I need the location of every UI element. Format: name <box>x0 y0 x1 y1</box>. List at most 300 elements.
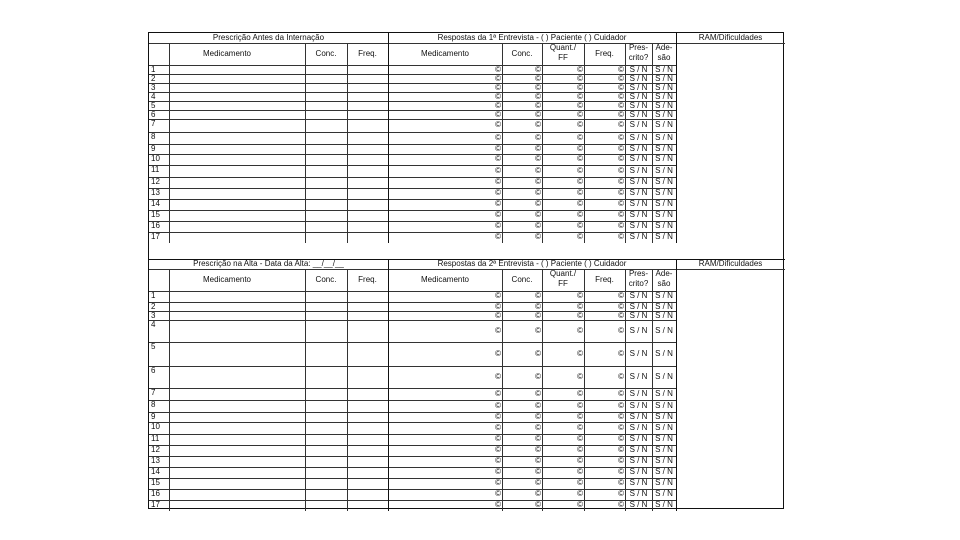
conc-interview-mark[interactable]: © <box>535 435 541 443</box>
medicamento-input[interactable] <box>169 92 305 101</box>
freq-input[interactable] <box>347 232 388 243</box>
conc-interview-mark[interactable]: © <box>535 303 541 311</box>
conc-input[interactable] <box>305 188 347 199</box>
freq-interview-mark[interactable]: © <box>618 435 624 443</box>
medicamento-input[interactable] <box>169 366 305 388</box>
prescrito-yes-no[interactable]: S / N <box>629 457 648 465</box>
adesao-yes-no[interactable]: S / N <box>655 501 673 509</box>
freq-interview-mark[interactable]: © <box>618 211 624 219</box>
conc-interview-mark[interactable]: © <box>535 145 541 153</box>
freq-interview-mark[interactable]: © <box>618 233 624 241</box>
admission-ram-notes-area[interactable] <box>676 43 785 243</box>
adesao-yes-no[interactable]: S / N <box>655 155 673 163</box>
conc-interview-mark[interactable]: © <box>535 446 541 454</box>
adesao-yes-no[interactable]: S / N <box>655 390 673 398</box>
medicamento-interview-mark[interactable]: © <box>495 102 501 110</box>
conc-interview-mark[interactable]: © <box>535 350 541 358</box>
conc-input[interactable] <box>305 232 347 243</box>
adesao-yes-no[interactable]: S / N <box>655 413 673 421</box>
quant-interview-mark[interactable]: © <box>577 200 583 208</box>
medicamento-input[interactable] <box>169 110 305 119</box>
medicamento-input[interactable] <box>169 500 305 511</box>
conc-input[interactable] <box>305 65 347 74</box>
adesao-yes-no[interactable]: S / N <box>655 145 673 153</box>
freq-input[interactable] <box>347 366 388 388</box>
conc-interview-mark[interactable]: © <box>535 390 541 398</box>
conc-interview-mark[interactable]: © <box>535 75 541 83</box>
quant-interview-mark[interactable]: © <box>577 75 583 83</box>
prescrito-yes-no[interactable]: S / N <box>629 66 648 74</box>
medicamento-interview-mark[interactable]: © <box>495 390 501 398</box>
prescrito-yes-no[interactable]: S / N <box>629 468 648 476</box>
medicamento-interview-mark[interactable]: © <box>495 200 501 208</box>
conc-input[interactable] <box>305 177 347 188</box>
freq-interview-mark[interactable]: © <box>618 111 624 119</box>
medicamento-input[interactable] <box>169 188 305 199</box>
medicamento-input[interactable] <box>169 412 305 422</box>
prescrito-yes-no[interactable]: S / N <box>629 102 648 110</box>
adesao-yes-no[interactable]: S / N <box>655 222 673 230</box>
freq-interview-mark[interactable]: © <box>618 102 624 110</box>
conc-interview-mark[interactable]: © <box>535 373 541 381</box>
prescrito-yes-no[interactable]: S / N <box>629 490 648 498</box>
conc-input[interactable] <box>305 412 347 422</box>
prescrito-yes-no[interactable]: S / N <box>629 479 648 487</box>
medicamento-interview-mark[interactable]: © <box>495 178 501 186</box>
prescrito-yes-no[interactable]: S / N <box>629 111 648 119</box>
prescrito-yes-no[interactable]: S / N <box>629 402 648 410</box>
conc-interview-mark[interactable]: © <box>535 84 541 92</box>
medicamento-interview-mark[interactable]: © <box>495 93 501 101</box>
quant-interview-mark[interactable]: © <box>577 479 583 487</box>
conc-input[interactable] <box>305 467 347 478</box>
adesao-yes-no[interactable]: S / N <box>655 211 673 219</box>
quant-interview-mark[interactable]: © <box>577 292 583 300</box>
prescrito-yes-no[interactable]: S / N <box>629 211 648 219</box>
freq-input[interactable] <box>347 110 388 119</box>
discharge-ram-notes-area[interactable] <box>676 269 785 511</box>
conc-input[interactable] <box>305 320 347 342</box>
medicamento-interview-mark[interactable]: © <box>495 373 501 381</box>
prescrito-yes-no[interactable]: S / N <box>629 424 648 432</box>
medicamento-input[interactable] <box>169 467 305 478</box>
quant-interview-mark[interactable]: © <box>577 490 583 498</box>
quant-interview-mark[interactable]: © <box>577 350 583 358</box>
freq-input[interactable] <box>347 500 388 511</box>
freq-interview-mark[interactable]: © <box>618 479 624 487</box>
prescrito-yes-no[interactable]: S / N <box>629 178 648 186</box>
medicamento-input[interactable] <box>169 154 305 165</box>
prescrito-yes-no[interactable]: S / N <box>629 501 648 509</box>
medicamento-input[interactable] <box>169 302 305 311</box>
freq-interview-mark[interactable]: © <box>618 189 624 197</box>
prescrito-yes-no[interactable]: S / N <box>629 134 648 142</box>
quant-interview-mark[interactable]: © <box>577 145 583 153</box>
freq-input[interactable] <box>347 101 388 110</box>
conc-input[interactable] <box>305 445 347 456</box>
conc-input[interactable] <box>305 489 347 500</box>
conc-interview-mark[interactable]: © <box>535 222 541 230</box>
conc-interview-mark[interactable]: © <box>535 167 541 175</box>
medicamento-interview-mark[interactable]: © <box>495 75 501 83</box>
freq-interview-mark[interactable]: © <box>618 155 624 163</box>
prescrito-yes-no[interactable]: S / N <box>629 189 648 197</box>
adesao-yes-no[interactable]: S / N <box>655 327 673 335</box>
quant-interview-mark[interactable]: © <box>577 93 583 101</box>
quant-interview-mark[interactable]: © <box>577 457 583 465</box>
freq-input[interactable] <box>347 199 388 210</box>
medicamento-input[interactable] <box>169 101 305 110</box>
freq-interview-mark[interactable]: © <box>618 222 624 230</box>
conc-input[interactable] <box>305 500 347 511</box>
prescrito-yes-no[interactable]: S / N <box>629 222 648 230</box>
freq-interview-mark[interactable]: © <box>618 468 624 476</box>
adesao-yes-no[interactable]: S / N <box>655 200 673 208</box>
conc-input[interactable] <box>305 311 347 320</box>
freq-interview-mark[interactable]: © <box>618 490 624 498</box>
freq-input[interactable] <box>347 467 388 478</box>
conc-interview-mark[interactable]: © <box>535 189 541 197</box>
quant-interview-mark[interactable]: © <box>577 167 583 175</box>
medicamento-input[interactable] <box>169 74 305 83</box>
quant-interview-mark[interactable]: © <box>577 312 583 320</box>
conc-input[interactable] <box>305 221 347 232</box>
freq-input[interactable] <box>347 132 388 144</box>
adesao-yes-no[interactable]: S / N <box>655 446 673 454</box>
freq-input[interactable] <box>347 412 388 422</box>
quant-interview-mark[interactable]: © <box>577 211 583 219</box>
freq-input[interactable] <box>347 320 388 342</box>
quant-interview-mark[interactable]: © <box>577 111 583 119</box>
quant-interview-mark[interactable]: © <box>577 373 583 381</box>
medicamento-interview-mark[interactable]: © <box>495 155 501 163</box>
conc-input[interactable] <box>305 422 347 434</box>
adesao-yes-no[interactable]: S / N <box>655 111 673 119</box>
medicamento-input[interactable] <box>169 445 305 456</box>
freq-interview-mark[interactable]: © <box>618 121 624 129</box>
medicamento-interview-mark[interactable]: © <box>495 211 501 219</box>
conc-input[interactable] <box>305 199 347 210</box>
prescrito-yes-no[interactable]: S / N <box>629 93 648 101</box>
prescrito-yes-no[interactable]: S / N <box>629 167 648 175</box>
conc-input[interactable] <box>305 388 347 400</box>
prescrito-yes-no[interactable]: S / N <box>629 121 648 129</box>
medicamento-input[interactable] <box>169 132 305 144</box>
medicamento-interview-mark[interactable]: © <box>495 121 501 129</box>
adesao-yes-no[interactable]: S / N <box>655 93 673 101</box>
quant-interview-mark[interactable]: © <box>577 446 583 454</box>
medicamento-input[interactable] <box>169 478 305 489</box>
conc-input[interactable] <box>305 342 347 366</box>
medicamento-interview-mark[interactable]: © <box>495 292 501 300</box>
adesao-yes-no[interactable]: S / N <box>655 189 673 197</box>
quant-interview-mark[interactable]: © <box>577 390 583 398</box>
freq-input[interactable] <box>347 154 388 165</box>
prescrito-yes-no[interactable]: S / N <box>629 413 648 421</box>
medicamento-input[interactable] <box>169 456 305 467</box>
quant-interview-mark[interactable]: © <box>577 121 583 129</box>
prescrito-yes-no[interactable]: S / N <box>629 145 648 153</box>
medicamento-input[interactable] <box>169 119 305 132</box>
conc-interview-mark[interactable]: © <box>535 134 541 142</box>
conc-input[interactable] <box>305 210 347 221</box>
freq-input[interactable] <box>347 83 388 92</box>
medicamento-interview-mark[interactable]: © <box>495 233 501 241</box>
freq-input[interactable] <box>347 400 388 412</box>
conc-interview-mark[interactable]: © <box>535 501 541 509</box>
conc-input[interactable] <box>305 83 347 92</box>
medicamento-interview-mark[interactable]: © <box>495 501 501 509</box>
quant-interview-mark[interactable]: © <box>577 178 583 186</box>
conc-interview-mark[interactable]: © <box>535 200 541 208</box>
medicamento-interview-mark[interactable]: © <box>495 468 501 476</box>
medicamento-interview-mark[interactable]: © <box>495 350 501 358</box>
conc-input[interactable] <box>305 92 347 101</box>
conc-interview-mark[interactable]: © <box>535 211 541 219</box>
conc-interview-mark[interactable]: © <box>535 327 541 335</box>
prescrito-yes-no[interactable]: S / N <box>629 435 648 443</box>
freq-interview-mark[interactable]: © <box>618 93 624 101</box>
adesao-yes-no[interactable]: S / N <box>655 350 673 358</box>
quant-interview-mark[interactable]: © <box>577 303 583 311</box>
conc-interview-mark[interactable]: © <box>535 402 541 410</box>
freq-input[interactable] <box>347 119 388 132</box>
quant-interview-mark[interactable]: © <box>577 435 583 443</box>
medicamento-input[interactable] <box>169 320 305 342</box>
conc-input[interactable] <box>305 366 347 388</box>
medicamento-interview-mark[interactable]: © <box>495 490 501 498</box>
conc-interview-mark[interactable]: © <box>535 468 541 476</box>
medicamento-interview-mark[interactable]: © <box>495 222 501 230</box>
freq-input[interactable] <box>347 144 388 154</box>
prescrito-yes-no[interactable]: S / N <box>629 327 648 335</box>
medicamento-input[interactable] <box>169 221 305 232</box>
medicamento-interview-mark[interactable]: © <box>495 327 501 335</box>
freq-interview-mark[interactable]: © <box>618 327 624 335</box>
medicamento-interview-mark[interactable]: © <box>495 446 501 454</box>
quant-interview-mark[interactable]: © <box>577 233 583 241</box>
medicamento-interview-mark[interactable]: © <box>495 312 501 320</box>
adesao-yes-no[interactable]: S / N <box>655 84 673 92</box>
freq-input[interactable] <box>347 92 388 101</box>
freq-interview-mark[interactable]: © <box>618 145 624 153</box>
conc-input[interactable] <box>305 132 347 144</box>
medicamento-input[interactable] <box>169 422 305 434</box>
medicamento-interview-mark[interactable]: © <box>495 66 501 74</box>
freq-interview-mark[interactable]: © <box>618 75 624 83</box>
conc-interview-mark[interactable]: © <box>535 111 541 119</box>
adesao-yes-no[interactable]: S / N <box>655 468 673 476</box>
conc-input[interactable] <box>305 119 347 132</box>
freq-input[interactable] <box>347 74 388 83</box>
quant-interview-mark[interactable]: © <box>577 102 583 110</box>
quant-interview-mark[interactable]: © <box>577 468 583 476</box>
conc-interview-mark[interactable]: © <box>535 457 541 465</box>
medicamento-input[interactable] <box>169 144 305 154</box>
conc-interview-mark[interactable]: © <box>535 292 541 300</box>
conc-interview-mark[interactable]: © <box>535 102 541 110</box>
conc-input[interactable] <box>305 478 347 489</box>
freq-interview-mark[interactable]: © <box>618 66 624 74</box>
freq-input[interactable] <box>347 311 388 320</box>
conc-input[interactable] <box>305 400 347 412</box>
conc-interview-mark[interactable]: © <box>535 233 541 241</box>
freq-interview-mark[interactable]: © <box>618 501 624 509</box>
conc-interview-mark[interactable]: © <box>535 155 541 163</box>
medicamento-input[interactable] <box>169 65 305 74</box>
adesao-yes-no[interactable]: S / N <box>655 373 673 381</box>
conc-input[interactable] <box>305 165 347 177</box>
freq-input[interactable] <box>347 388 388 400</box>
prescrito-yes-no[interactable]: S / N <box>629 75 648 83</box>
prescrito-yes-no[interactable]: S / N <box>629 312 648 320</box>
freq-input[interactable] <box>347 434 388 445</box>
medicamento-input[interactable] <box>169 434 305 445</box>
freq-interview-mark[interactable]: © <box>618 446 624 454</box>
freq-interview-mark[interactable]: © <box>618 413 624 421</box>
freq-input[interactable] <box>347 489 388 500</box>
medicamento-input[interactable] <box>169 232 305 243</box>
medicamento-input[interactable] <box>169 83 305 92</box>
medicamento-interview-mark[interactable]: © <box>495 413 501 421</box>
adesao-yes-no[interactable]: S / N <box>655 479 673 487</box>
freq-input[interactable] <box>347 177 388 188</box>
conc-input[interactable] <box>305 144 347 154</box>
quant-interview-mark[interactable]: © <box>577 66 583 74</box>
medicamento-interview-mark[interactable]: © <box>495 134 501 142</box>
conc-input[interactable] <box>305 291 347 302</box>
freq-interview-mark[interactable]: © <box>618 373 624 381</box>
freq-interview-mark[interactable]: © <box>618 200 624 208</box>
medicamento-input[interactable] <box>169 177 305 188</box>
conc-input[interactable] <box>305 101 347 110</box>
conc-interview-mark[interactable]: © <box>535 413 541 421</box>
freq-input[interactable] <box>347 221 388 232</box>
conc-interview-mark[interactable]: © <box>535 424 541 432</box>
freq-interview-mark[interactable]: © <box>618 303 624 311</box>
adesao-yes-no[interactable]: S / N <box>655 435 673 443</box>
conc-input[interactable] <box>305 456 347 467</box>
prescrito-yes-no[interactable]: S / N <box>629 390 648 398</box>
adesao-yes-no[interactable]: S / N <box>655 312 673 320</box>
freq-interview-mark[interactable]: © <box>618 402 624 410</box>
adesao-yes-no[interactable]: S / N <box>655 402 673 410</box>
medicamento-interview-mark[interactable]: © <box>495 303 501 311</box>
medicamento-interview-mark[interactable]: © <box>495 111 501 119</box>
adesao-yes-no[interactable]: S / N <box>655 424 673 432</box>
conc-input[interactable] <box>305 74 347 83</box>
quant-interview-mark[interactable]: © <box>577 189 583 197</box>
freq-interview-mark[interactable]: © <box>618 424 624 432</box>
medicamento-input[interactable] <box>169 311 305 320</box>
freq-input[interactable] <box>347 165 388 177</box>
freq-input[interactable] <box>347 422 388 434</box>
medicamento-interview-mark[interactable]: © <box>495 457 501 465</box>
prescrito-yes-no[interactable]: S / N <box>629 446 648 454</box>
adesao-yes-no[interactable]: S / N <box>655 75 673 83</box>
quant-interview-mark[interactable]: © <box>577 327 583 335</box>
conc-interview-mark[interactable]: © <box>535 121 541 129</box>
freq-interview-mark[interactable]: © <box>618 350 624 358</box>
medicamento-input[interactable] <box>169 489 305 500</box>
adesao-yes-no[interactable]: S / N <box>655 121 673 129</box>
adesao-yes-no[interactable]: S / N <box>655 102 673 110</box>
quant-interview-mark[interactable]: © <box>577 402 583 410</box>
freq-interview-mark[interactable]: © <box>618 178 624 186</box>
quant-interview-mark[interactable]: © <box>577 501 583 509</box>
freq-interview-mark[interactable]: © <box>618 312 624 320</box>
prescrito-yes-no[interactable]: S / N <box>629 233 648 241</box>
freq-input[interactable] <box>347 65 388 74</box>
adesao-yes-no[interactable]: S / N <box>655 178 673 186</box>
prescrito-yes-no[interactable]: S / N <box>629 155 648 163</box>
prescrito-yes-no[interactable]: S / N <box>629 373 648 381</box>
conc-interview-mark[interactable]: © <box>535 312 541 320</box>
conc-input[interactable] <box>305 110 347 119</box>
medicamento-interview-mark[interactable]: © <box>495 145 501 153</box>
adesao-yes-no[interactable]: S / N <box>655 292 673 300</box>
freq-interview-mark[interactable]: © <box>618 167 624 175</box>
medicamento-interview-mark[interactable]: © <box>495 435 501 443</box>
freq-interview-mark[interactable]: © <box>618 292 624 300</box>
conc-input[interactable] <box>305 154 347 165</box>
conc-interview-mark[interactable]: © <box>535 66 541 74</box>
freq-interview-mark[interactable]: © <box>618 457 624 465</box>
adesao-yes-no[interactable]: S / N <box>655 134 673 142</box>
prescrito-yes-no[interactable]: S / N <box>629 200 648 208</box>
medicamento-interview-mark[interactable]: © <box>495 167 501 175</box>
medicamento-input[interactable] <box>169 165 305 177</box>
freq-interview-mark[interactable]: © <box>618 390 624 398</box>
adesao-yes-no[interactable]: S / N <box>655 490 673 498</box>
freq-input[interactable] <box>347 478 388 489</box>
adesao-yes-no[interactable]: S / N <box>655 167 673 175</box>
medicamento-interview-mark[interactable]: © <box>495 189 501 197</box>
prescrito-yes-no[interactable]: S / N <box>629 303 648 311</box>
adesao-yes-no[interactable]: S / N <box>655 457 673 465</box>
conc-interview-mark[interactable]: © <box>535 178 541 186</box>
quant-interview-mark[interactable]: © <box>577 413 583 421</box>
conc-interview-mark[interactable]: © <box>535 93 541 101</box>
freq-interview-mark[interactable]: © <box>618 134 624 142</box>
conc-input[interactable] <box>305 434 347 445</box>
freq-input[interactable] <box>347 188 388 199</box>
medicamento-input[interactable] <box>169 210 305 221</box>
quant-interview-mark[interactable]: © <box>577 222 583 230</box>
adesao-yes-no[interactable]: S / N <box>655 303 673 311</box>
prescrito-yes-no[interactable]: S / N <box>629 84 648 92</box>
conc-input[interactable] <box>305 302 347 311</box>
freq-input[interactable] <box>347 456 388 467</box>
quant-interview-mark[interactable]: © <box>577 84 583 92</box>
medicamento-input[interactable] <box>169 291 305 302</box>
freq-input[interactable] <box>347 342 388 366</box>
medicamento-input[interactable] <box>169 199 305 210</box>
conc-interview-mark[interactable]: © <box>535 490 541 498</box>
conc-interview-mark[interactable]: © <box>535 479 541 487</box>
medicamento-input[interactable] <box>169 388 305 400</box>
quant-interview-mark[interactable]: © <box>577 155 583 163</box>
adesao-yes-no[interactable]: S / N <box>655 233 673 241</box>
adesao-yes-no[interactable]: S / N <box>655 66 673 74</box>
quant-interview-mark[interactable]: © <box>577 424 583 432</box>
medicamento-input[interactable] <box>169 400 305 412</box>
medicamento-interview-mark[interactable]: © <box>495 84 501 92</box>
medicamento-interview-mark[interactable]: © <box>495 424 501 432</box>
prescrito-yes-no[interactable]: S / N <box>629 292 648 300</box>
prescrito-yes-no[interactable]: S / N <box>629 350 648 358</box>
freq-input[interactable] <box>347 445 388 456</box>
